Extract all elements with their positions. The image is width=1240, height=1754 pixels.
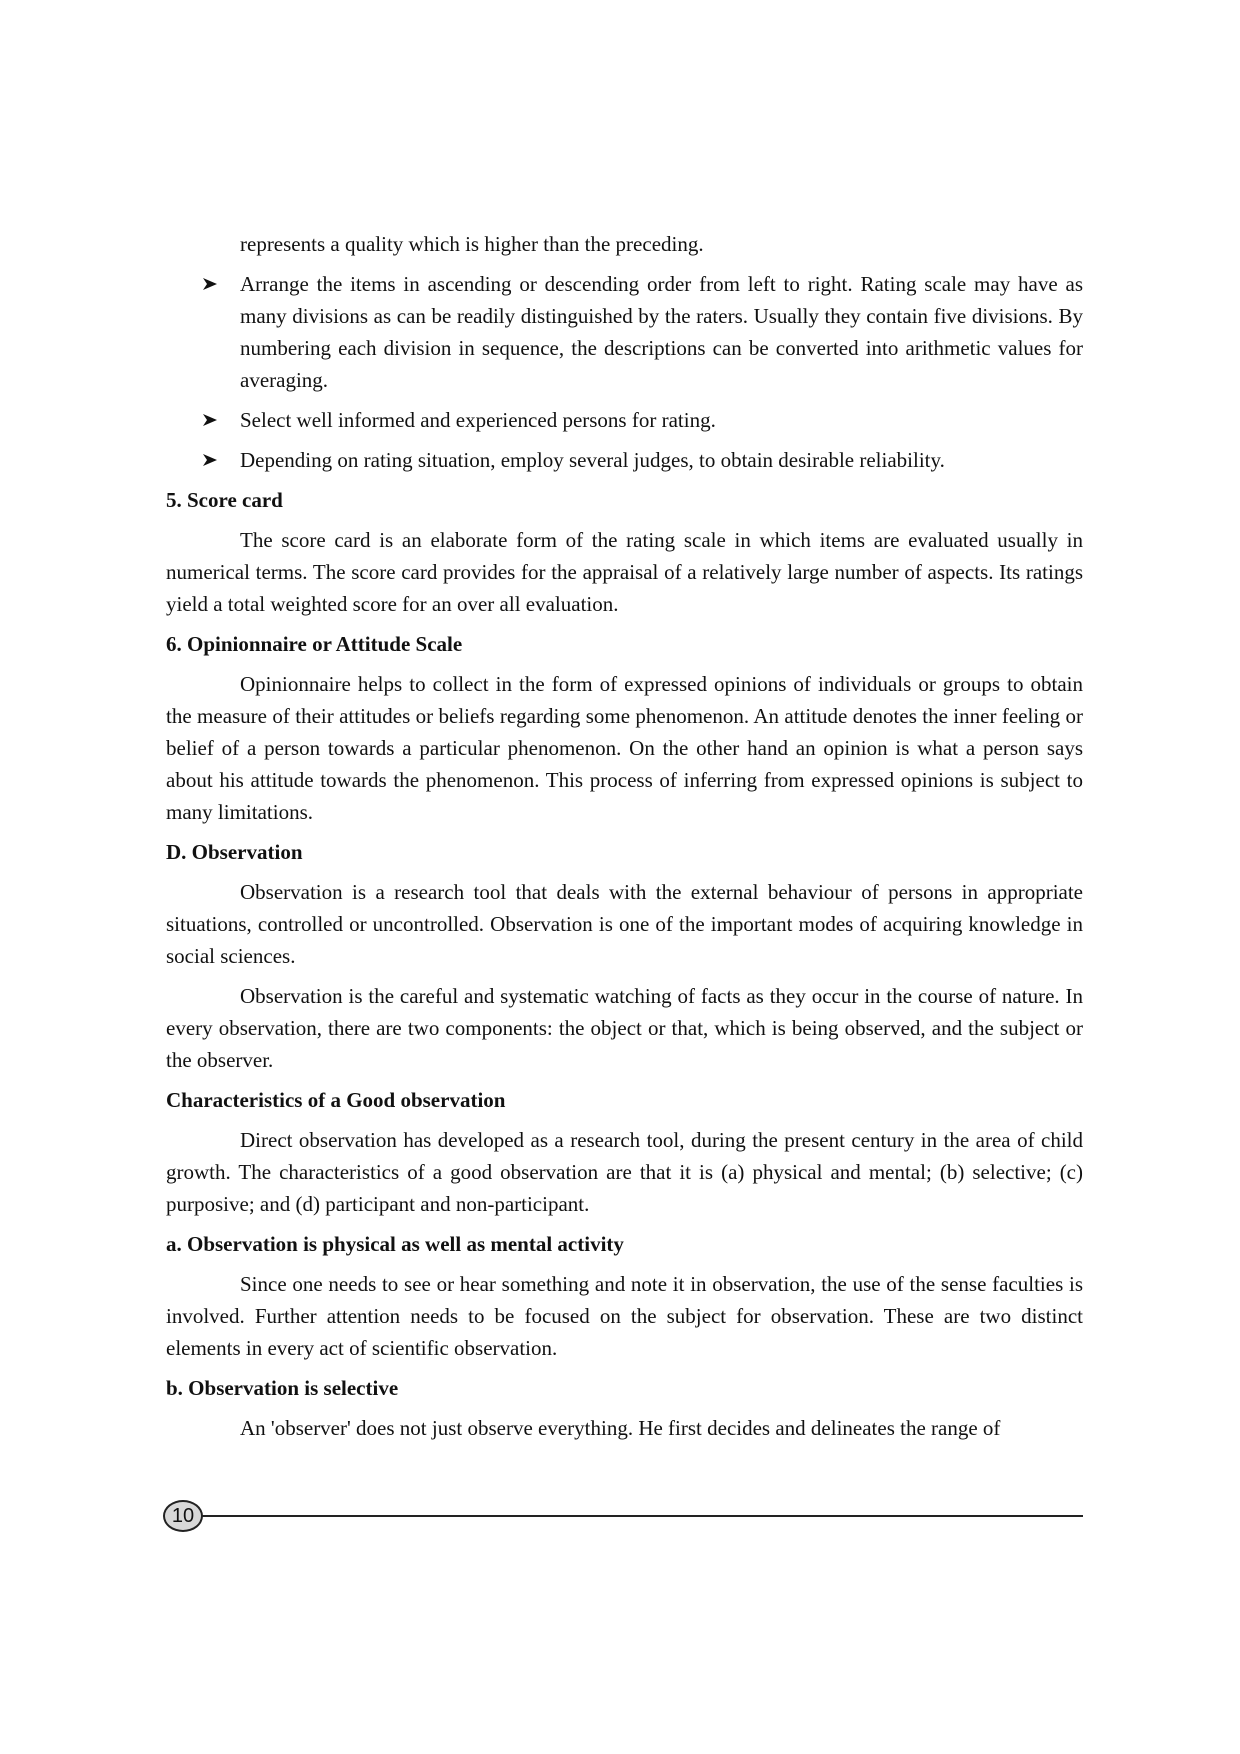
paragraph-observation-2: Observation is the careful and systematic watching of facts as they occur in the course of nature. In every observation, there are two components: the object or that, which is being observed, and the subject or the observer. <box>166 984 1083 1072</box>
arrowhead-bullet-icon <box>202 277 218 291</box>
page-footer <box>163 1500 1083 1534</box>
paragraph-score-card: The score card is an elaborate form of the rating scale in which items are evaluated usually in numerical terms. The score card provides for the appraisal of a relatively large number of aspects. Its ratings yield a total weighted score for an over all evaluation. <box>166 528 1083 616</box>
arrowhead-bullet-icon <box>202 413 218 427</box>
paragraph-selective: An 'observer' does not just observe everything. He first decides and delineates the range of <box>240 1416 1001 1440</box>
list-item <box>166 404 1083 436</box>
section-heading-physical-mental: a. Observation is physical as well as mental activity <box>166 1232 624 1256</box>
paragraph-opinionnaire: Opinionnaire helps to collect in the form of expressed opinions of individuals or groups to obtain the measure of their attitudes or beliefs regarding some phenomenon. An attitude denotes the inner feeling or belief of a person towards a particular phenomenon. On the other hand an opinion is what a person says about his attitude towards the phenomenon. This process of inferring from expressed opinions is subject to many limitations. <box>166 672 1083 824</box>
paragraph-physical-mental: Since one needs to see or hear something and note it in observation, the use of the sense faculties is involved. Further attention needs to be focused on the subject for observation. These are two distinct elements in every act of scientific observation. <box>166 1272 1083 1360</box>
list-item <box>166 268 1083 396</box>
list-item <box>166 444 1083 476</box>
bullet-text: Arrange the items in ascending or descending order from left to right. Rating scale may have as many divisions as can be readily distinguished by the raters. Usually they contain five divisions. By numbering each division in sequence, the descriptions can be converted into arithmetic values for averaging. <box>240 272 1083 392</box>
section-heading-characteristics: Characteristics of a Good observation <box>166 1088 506 1112</box>
bullet-text: Select well informed and experienced persons for rating. <box>240 408 716 432</box>
page-body <box>166 228 1083 1452</box>
arrowhead-bullet-icon <box>202 453 218 467</box>
footer-rule <box>201 1515 1083 1517</box>
section-heading-opinionnaire: 6. Opinionnaire or Attitude Scale <box>166 632 463 656</box>
bullet-list <box>166 268 1083 476</box>
section-heading-selective: b. Observation is selective <box>166 1376 399 1400</box>
bullet-text: Depending on rating situation, employ several judges, to obtain desirable reliability. <box>240 448 945 472</box>
page-number: 10 <box>163 1500 203 1532</box>
section-heading-score-card: 5. Score card <box>166 488 283 512</box>
section-heading-observation: D. Observation <box>166 840 303 864</box>
paragraph-observation-1: Observation is a research tool that deals with the external behaviour of persons in appropriate situations, controlled or uncontrolled. Observation is one of the important modes of acquiring knowledge in social sciences. <box>166 880 1083 968</box>
paragraph-characteristics: Direct observation has developed as a research tool, during the present century in the area of child growth. The characteristics of a good observation are that it is (a) physical and mental; (b) selective; (c) purposive; and (d) participant and non-participant. <box>166 1128 1083 1216</box>
continuation-text: represents a quality which is higher than the preceding. <box>240 232 704 256</box>
